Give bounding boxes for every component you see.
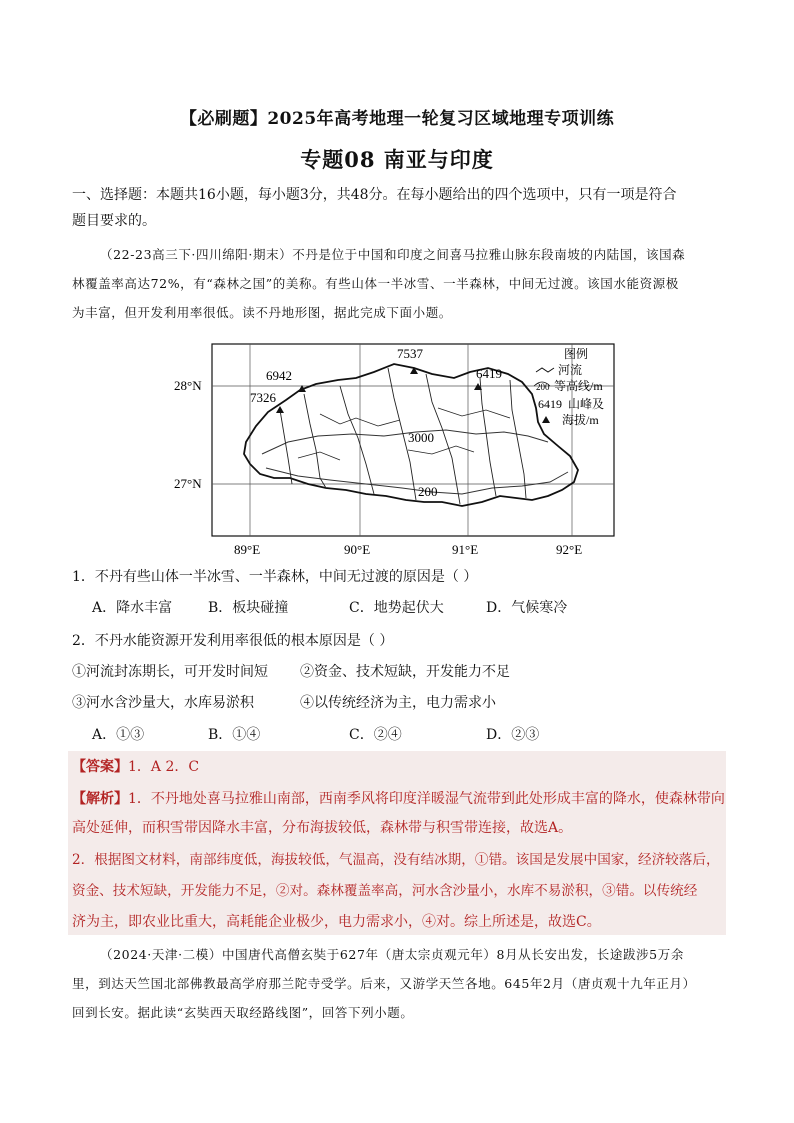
answer-line xyxy=(72,757,199,777)
analysis-text: 1．不丹地处喜马拉雅山南部，西南季风将印度洋暖湿气流带到此处形成丰富的降水，使森林带向 xyxy=(128,791,725,807)
bhutan-topographic-map xyxy=(170,338,620,560)
analysis-line: 高处延伸，而积雪带因降水丰富，分布海拔较低，森林带与积雪带连接，故选A。 xyxy=(72,820,573,836)
question-1-stem: 1．不丹有些山体一半冰雪、一半森林，中间无过渡的原因是（ ） xyxy=(72,569,478,585)
legend-contour-sample: 200 xyxy=(536,382,550,392)
instruction-line: 一、选择题：本题共16小题，每小题3分，共48分。在每小题给出的四个选项中，只有一项是符合 xyxy=(72,187,677,203)
legend-title: 图例 xyxy=(564,347,589,361)
passage-bhutan xyxy=(72,240,726,327)
peak-marker xyxy=(276,406,284,413)
answer-label: 【答案】 xyxy=(72,759,128,775)
q2-option-a[interactable]: A．①③ xyxy=(92,727,145,743)
analysis-line: 2．根据图文材料，南部纬度低，海拔较低，气温高，没有结冰期，①错。该国是发展中国家，经济较落后， xyxy=(72,852,720,868)
latitude-label: 27°N xyxy=(174,476,202,491)
river xyxy=(438,408,510,418)
q1-option-a[interactable]: A．降水丰富 xyxy=(92,600,173,616)
longitude-label: 89°E xyxy=(234,542,261,557)
peak-label: 6942 xyxy=(266,368,292,383)
document-title: 【必刷题】2025年高考地理一轮复习区域地理专项训练 xyxy=(179,109,615,129)
peak-label: 6419 xyxy=(476,366,502,381)
answer-text: 1．A 2．C xyxy=(128,759,200,775)
legend-river-symbol xyxy=(536,368,554,372)
river xyxy=(480,378,496,496)
question-2-stem: 2．不丹水能资源开发利用率很低的根本原因是（ ） xyxy=(72,633,394,649)
contour-label: 200 xyxy=(418,484,438,499)
analysis-line xyxy=(72,789,725,809)
latitude-label: 28°N xyxy=(174,378,202,393)
river xyxy=(510,380,526,498)
contour-line-200 xyxy=(266,468,568,494)
q1-option-d[interactable]: D．气候寒冷 xyxy=(486,600,568,616)
legend-peak-symbol xyxy=(542,416,550,423)
legend-peak-sample: 6419 xyxy=(538,397,562,411)
peak-label: 7326 xyxy=(250,390,276,405)
topic-title: 专题08 南亚与印度 xyxy=(300,147,494,172)
q2-item-4: ④以传统经济为主，电力需求小 xyxy=(300,695,496,711)
river xyxy=(298,452,340,460)
q1-option-b[interactable]: B．板块碰撞 xyxy=(208,600,289,616)
river xyxy=(408,446,474,454)
longitude-label: 91°E xyxy=(452,542,479,557)
analysis-line: 资金、技术短缺，开发能力不足，②对。森林覆盖率高，河水含沙量小，水库不易淤积，③错。以传统经 xyxy=(72,883,698,899)
q2-item-3: ③河水含沙量大，水库易淤积 xyxy=(72,695,254,711)
river xyxy=(340,386,374,494)
passage-line: （22-23高三下·四川绵阳·期末）不丹是位于中国和印度之间喜马拉雅山脉东段南坡的内陆国，该国森 xyxy=(100,247,686,262)
q2-option-b[interactable]: B．①④ xyxy=(208,727,261,743)
peak-label: 7537 xyxy=(397,346,423,361)
q2-item-2: ②资金、技术短缺，开发能力不足 xyxy=(300,664,510,680)
longitude-label: 90°E xyxy=(344,542,371,557)
q2-option-d[interactable]: D．②③ xyxy=(486,727,540,743)
legend-contour: 等高线/m xyxy=(554,379,603,393)
legend-peak-2: 海拔/m xyxy=(562,413,599,427)
passage-xuanzang xyxy=(72,940,726,1027)
legend-river: 河流 xyxy=(558,363,583,377)
analysis-line: 济为主，即农业比重大，高耗能企业极少，电力需求小，④对。综上所述是，故选C。 xyxy=(72,914,601,930)
passage-line: （2024·天津·二模）中国唐代高僧玄奘于627年（唐太宗贞观元年）8月从长安出发，长途跋涉5万余 xyxy=(100,947,684,962)
longitude-label: 92°E xyxy=(556,542,583,557)
passage-line: 里，到达天竺国北部佛教最高学府那兰陀寺受学。后来，又游学天竺各地。645年2月（唐贞观十九年正月） xyxy=(72,976,696,991)
q2-option-c[interactable]: C．②④ xyxy=(349,727,402,743)
passage-line: 回到长安。据此读“玄奘西天取经路线图”，回答下列小题。 xyxy=(72,1005,414,1020)
river xyxy=(304,394,326,488)
section-instructions xyxy=(72,182,726,234)
contour-label: 3000 xyxy=(408,430,434,445)
instruction-line: 题目要求的。 xyxy=(72,213,156,229)
analysis-label: 【解析】 xyxy=(72,791,128,807)
passage-line: 林覆盖率高达72%，有“森林之国”的美称。有些山体一半冰雪、一半森林，中间无过渡。该国水能资源极 xyxy=(72,276,679,291)
passage-line: 为丰富，但开发利用率很低。读不丹地形图，据此完成下面小题。 xyxy=(72,305,452,320)
legend-peak: 山峰及 xyxy=(568,397,605,411)
q1-option-c[interactable]: C．地势起伏大 xyxy=(349,600,444,616)
q2-item-1: ①河流封冻期长，可开发时间短 xyxy=(72,664,268,680)
answer-panel xyxy=(68,751,726,935)
